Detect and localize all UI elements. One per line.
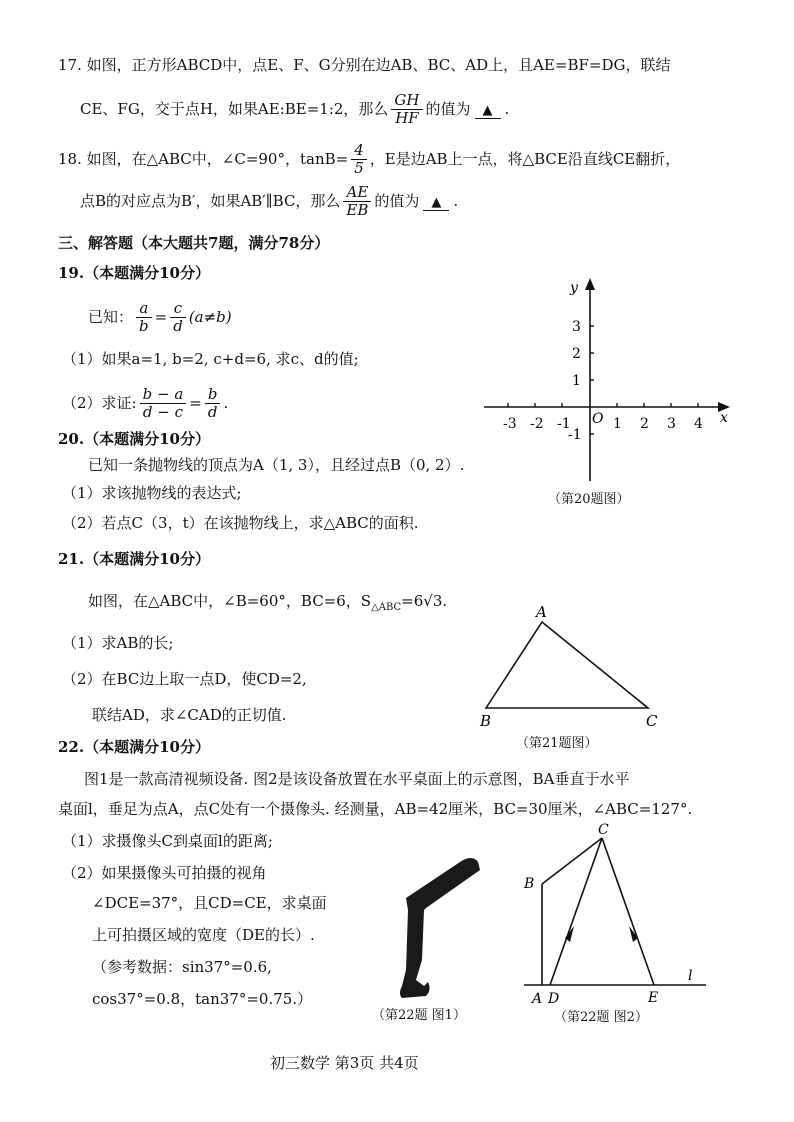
q18-line1 — [58, 142, 680, 178]
q19-given-den1: b — [139, 317, 149, 336]
q19-part2-end: . — [223, 393, 229, 412]
triangle-abc — [486, 622, 648, 708]
q17-line2-pre: CE、FG，交于点H，如果AE:BE=1:2，那么 — [80, 99, 389, 118]
page-footer: 初三数学 第3页 共4页 — [270, 1054, 419, 1072]
q22-part2a: （2）如果摄像头可拍摄的视角 — [62, 864, 267, 882]
vertex-label-b: B — [480, 712, 492, 730]
q19-part2-num1: b − a — [140, 386, 187, 404]
q21-stem-root: √3 — [423, 592, 443, 610]
q19-part2-den1: d − c — [142, 403, 183, 422]
vertex-label-a: A — [536, 603, 547, 621]
q20-stem: 已知一条抛物线的顶点为A（1, 3），且经过点B（0, 2）. — [88, 456, 465, 474]
q19-given-post: (a≠b) — [188, 307, 232, 326]
q17-frac-den: HF — [395, 109, 419, 128]
q19-given-num1: a — [136, 300, 152, 318]
q22-part2c: 上可拍摄区域的宽度（DE的长）. — [92, 926, 315, 944]
y-tick-label: 2 — [572, 346, 581, 362]
q19-given-den2: d — [173, 317, 183, 336]
q17-fraction — [391, 92, 422, 128]
q19-part2-frac1 — [140, 386, 187, 422]
q19-part2-num2: b — [205, 386, 221, 404]
x-tick-label: -2 — [530, 416, 544, 432]
q19-part2-den2: d — [207, 403, 218, 422]
q19-given — [88, 300, 232, 336]
line-label-l: l — [688, 968, 693, 984]
point-label-b: B — [524, 876, 535, 892]
q18-line2 — [80, 184, 458, 220]
section3-title: 三、解答题（本大题共7题，满分78分） — [58, 234, 330, 252]
q22-device-photo — [392, 840, 492, 1010]
q18-tan-fraction — [351, 142, 367, 178]
q21-stem-mid: =6 — [401, 592, 424, 610]
q19-part2 — [62, 386, 228, 422]
q18-line1-pre: 18. 如图，在△ABC中，∠C=90°，tanB= — [58, 149, 349, 168]
q21-stem-pre: 如图，在△ABC中，∠B=60°，BC=6，S — [88, 592, 372, 610]
y-tick-label: -1 — [568, 427, 582, 443]
q17-line1: 17. 如图，正方形ABCD中，点E、F、G分别在边AB、BC、AD上，且AE=BF=DG，联结 — [58, 56, 671, 74]
q21-triangle-figure — [472, 600, 672, 732]
camera-device-icon — [400, 858, 480, 998]
origin-label: O — [592, 411, 604, 427]
x-tick-label: -3 — [503, 416, 517, 432]
y-tick-label: 3 — [572, 319, 581, 335]
q20-caption: （第20题图） — [548, 492, 630, 507]
q18-fraction — [343, 184, 371, 220]
q18-tan-den: 5 — [354, 159, 364, 178]
q20-part2: （2）若点C（3，t）在该抛物线上，求△ABC的面积. — [62, 514, 419, 532]
q21-head: 21.（本题满分10分） — [58, 550, 210, 568]
segment-cd — [550, 838, 602, 985]
x-axis-label: x — [720, 410, 728, 426]
q21-stem-sub: △ABC — [371, 602, 402, 613]
q18-line2-post: 的值为 — [374, 191, 420, 210]
q20-head: 20.（本题满分10分） — [58, 430, 210, 448]
q18-line2-pre: 点B的对应点为B′，如果AB′∥BC，那么 — [80, 191, 341, 210]
q20-coordinate-figure — [478, 276, 738, 486]
q19-part2-eq: = — [189, 393, 202, 412]
q22-part1: （1）求摄像头C到桌面l的距离; — [62, 832, 273, 850]
point-label-e: E — [648, 990, 659, 1006]
point-label-d: D — [548, 991, 560, 1007]
q19-given-pre: 已知： — [88, 307, 134, 326]
q19-given-frac2 — [170, 300, 186, 336]
q19-head: 19.（本题满分10分） — [58, 264, 210, 282]
q18-line1-post: ，E是边AB上一点，将△BCE沿直线CE翻折， — [369, 149, 681, 168]
q17-answer-blank: ▲ — [475, 103, 501, 120]
point-label-a: A — [532, 991, 543, 1007]
q22-head: 22.（本题满分10分） — [58, 738, 210, 756]
q21-part1: （1）求AB的长; — [62, 634, 174, 652]
x-tick-label: 3 — [667, 416, 676, 432]
q18-tan-num: 4 — [351, 142, 367, 160]
q21-caption: （第21题图） — [516, 736, 598, 751]
q22-caption1: （第22题 图1） — [372, 1008, 466, 1023]
q19-part1: （1）如果a=1, b=2, c+d=6, 求c、d的值; — [62, 350, 359, 368]
q17-end: . — [504, 99, 510, 118]
y-axis-label: y — [570, 280, 578, 296]
vertex-label-c: C — [646, 712, 658, 730]
x-tick-label: 1 — [613, 416, 622, 432]
q19-part2-frac2 — [205, 386, 221, 422]
x-tick-label: 4 — [694, 416, 703, 432]
q18-end: . — [453, 191, 459, 210]
q21-stem-end: . — [442, 592, 448, 610]
q22-diagram — [510, 820, 710, 1008]
q22-ref1: （参考数据：sin37°=0.6, — [92, 958, 272, 976]
q18-frac-den: EB — [346, 201, 369, 220]
q20-part1: （1）求该抛物线的表达式; — [62, 484, 242, 502]
q19-given-num2: c — [170, 300, 186, 318]
q17-line2 — [80, 92, 509, 128]
q19-given-frac1 — [136, 300, 152, 336]
q17-line2-post: 的值为 — [425, 99, 471, 118]
y-axis-arrow-icon — [585, 278, 595, 290]
q18-frac-num: AE — [343, 184, 371, 202]
q19-given-eq: = — [154, 307, 168, 326]
q21-stem — [88, 592, 447, 614]
q21-part2b: 联结AD，求∠CAD的正切值. — [92, 706, 287, 724]
q22-part2b: ∠DCE=37°，且CD=CE，求桌面 — [92, 894, 327, 912]
q22-caption2: （第22题 图2） — [554, 1010, 648, 1025]
x-tick-label: -1 — [557, 416, 571, 432]
segment-bc — [542, 838, 602, 884]
q17-frac-num: GH — [391, 92, 422, 110]
y-tick-label: 1 — [572, 373, 581, 389]
q18-answer-blank: ▲ — [423, 195, 449, 212]
q21-part2a: （2）在BC边上取一点D，使CD=2, — [62, 670, 307, 688]
q22-ref2: cos37°=0.8，tan37°=0.75.） — [92, 990, 313, 1008]
q19-part2-pre: （2）求证: — [62, 393, 137, 412]
x-tick-label: 2 — [640, 416, 649, 432]
q22-stem2: 桌面l，垂足为点A，点C处有一个摄像头. 经测量，AB=42厘米，BC=30厘米，∠ABC=127°. — [58, 800, 693, 818]
point-label-c: C — [598, 822, 609, 838]
segment-ce — [602, 838, 654, 985]
q22-stem1: 图1是一款高清视频设备. 图2是该设备放置在水平桌面上的示意图，BA垂直于水平 — [84, 770, 630, 788]
